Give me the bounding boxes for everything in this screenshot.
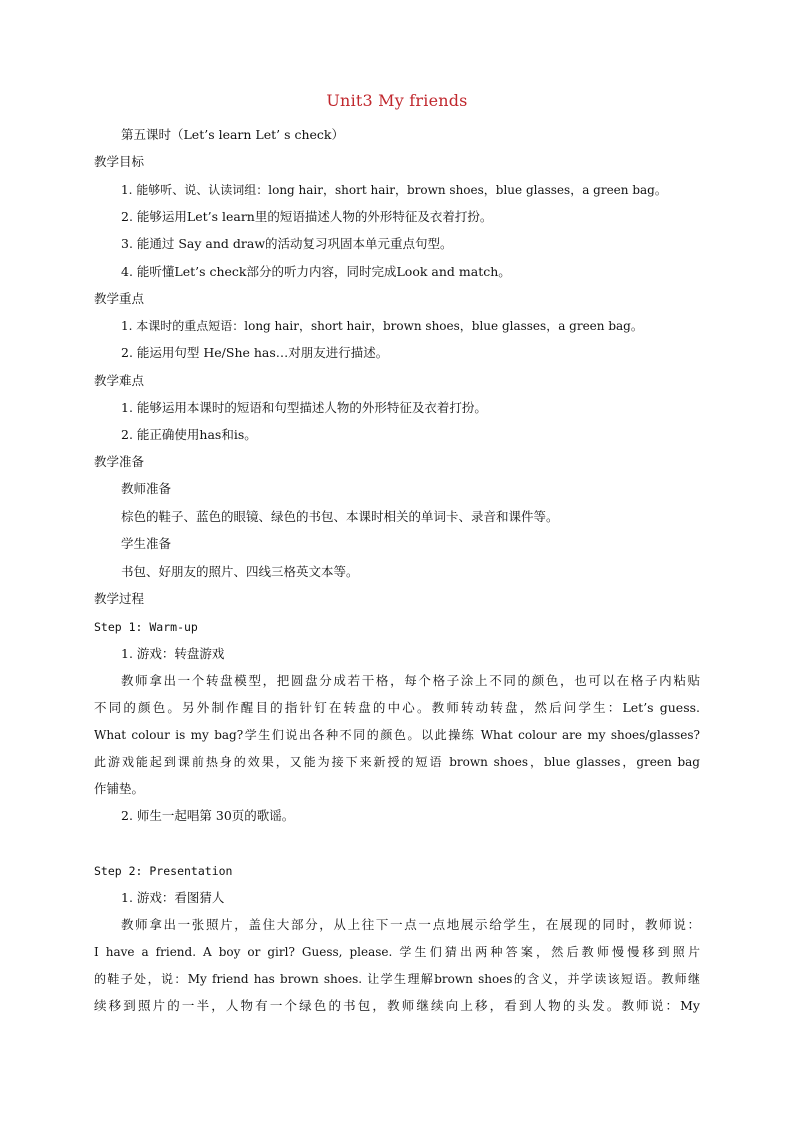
step1-paragraph-line: 此游戏能起到课前热身的效果，又能为接下来新授的短语 brown shoes，blue glasses，green bag	[94, 755, 700, 769]
teacher-prep-text: 棕色的鞋子、蓝色的眼镜、绿色的书包、本课时相关的单词卡、录音和课件等。	[121, 509, 559, 524]
difficulty-item: 2. 能正确使用has和is。	[121, 427, 257, 442]
section-heading-difficulties: 教学难点	[94, 373, 145, 388]
objective-item: 4. 能听懂Let’s check部分的听力内容，同时完成Look and match。	[121, 264, 511, 279]
objective-item: 2. 能够运用Let’s learn里的短语描述人物的外形特征及衣着打扮。	[121, 209, 493, 224]
step1-paragraph-line: 作铺垫。	[94, 781, 145, 796]
step2-paragraph-line: 教师拿出一张照片，盖住大部分，从上往下一点一点地展示给学生，在展现的同时，教师说：	[121, 917, 700, 932]
section-heading-process: 教学过程	[94, 591, 145, 606]
step2-paragraph-line: 续移到照片的一半，人物有一个绿色的书包，教师继续向上移，看到人物的头发。教师说：My	[94, 998, 700, 1013]
step2-paragraph-line: I have a friend. A boy or girl? Guess, please. 学生们猜出两种答案，然后教师慢慢移到照片	[94, 945, 700, 959]
step2-item: 1. 游戏：看图猜人	[121, 890, 225, 905]
key-point-item: 1. 本课时的重点短语：long hair，short hair，brown shoes，blue glasses，a green bag。	[121, 319, 643, 333]
step1-paragraph-line: What colour is my bag?学生们说出各种不同的颜色。以此操练 What colour are my shoes/glasses?	[94, 728, 700, 742]
document-title: Unit3 My friends	[326, 91, 468, 110]
step1-paragraph-line: 不同的颜色。另外制作醒目的指针钉在转盘的中心。教师转动转盘，然后问学生：Let’s guess.	[94, 700, 700, 715]
step1-title: Step 1: Warm-up	[94, 620, 198, 634]
student-prep-text: 书包、好朋友的照片、四线三格英文本等。	[121, 564, 359, 579]
objective-item: 3. 能通过 Say and draw的活动复习巩固本单元重点句型。	[121, 236, 453, 251]
step2-title: Step 2: Presentation	[94, 864, 233, 878]
step2-paragraph-line: 的鞋子处，说：My friend has brown shoes. 让学生理解brown shoes的含义，并学读该短语。教师继	[94, 972, 700, 986]
teacher-prep-label: 教师准备	[121, 481, 172, 496]
objective-item: 1. 能够听、说、认读词组：long hair，short hair，brown shoes，blue glasses，a green bag。	[121, 183, 667, 197]
key-point-item: 2. 能运用句型 He/She has…对朋友进行描述。	[121, 345, 389, 360]
section-heading-preparation: 教学准备	[94, 454, 145, 469]
difficulty-item: 1. 能够运用本课时的短语和句型描述人物的外形特征及衣着打扮。	[121, 400, 487, 415]
step1-item: 1. 游戏：转盘游戏	[121, 646, 225, 661]
section-heading-objectives: 教学目标	[94, 154, 145, 169]
step1-paragraph-line: 教师拿出一个转盘模型，把圆盘分成若干格，每个格子涂上不同的颜色，也可以在格子内粘贴	[121, 673, 700, 688]
period-line: 第五课时（Let’s learn Let’ s check）	[121, 127, 345, 142]
student-prep-label: 学生准备	[121, 536, 172, 551]
step1-item: 2. 师生一起唱第 30页的歌谣。	[121, 808, 295, 823]
section-heading-key-points: 教学重点	[94, 291, 145, 306]
